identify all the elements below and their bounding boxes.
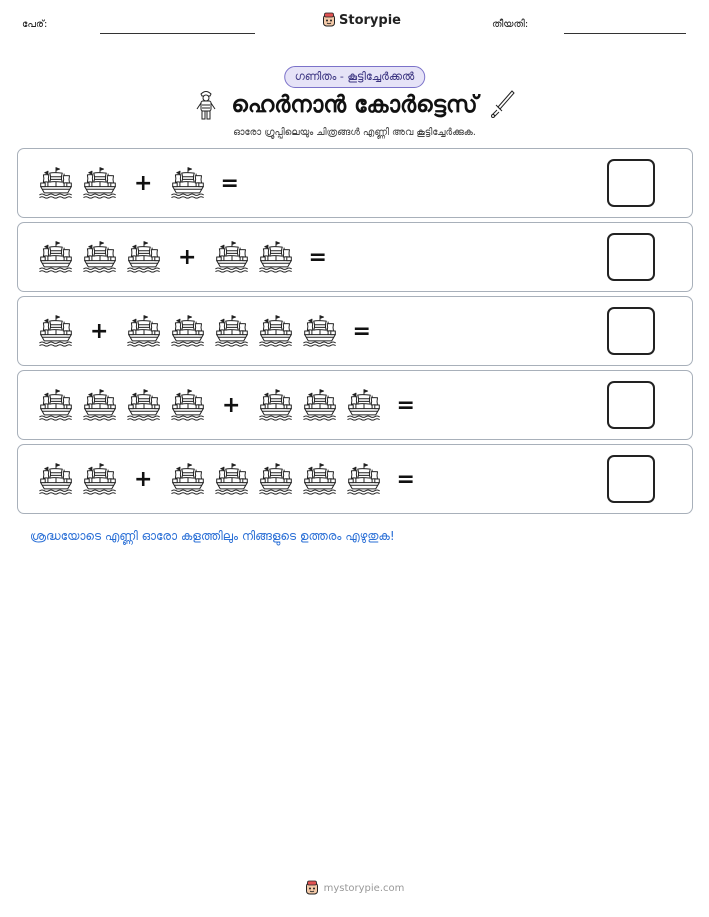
equation bbox=[38, 223, 327, 291]
date-label: തീയതി: bbox=[492, 19, 529, 30]
name-label: പേര്: bbox=[22, 19, 48, 30]
subject-badge: ഗണിതം - കൂട്ടിച്ചേർക്കൽ bbox=[284, 66, 426, 88]
conquistador-icon bbox=[193, 88, 219, 122]
ship-icon bbox=[170, 461, 206, 497]
sword-icon bbox=[490, 88, 516, 122]
ship-icon bbox=[38, 239, 74, 275]
equals-sign: = bbox=[396, 392, 415, 418]
plus-sign: + bbox=[134, 466, 153, 492]
answer-box[interactable] bbox=[607, 159, 655, 207]
ship-icon bbox=[214, 239, 250, 275]
ship-icon bbox=[258, 239, 294, 275]
problem-row bbox=[17, 148, 693, 218]
problem-row bbox=[17, 296, 693, 366]
ship-icon bbox=[38, 165, 74, 201]
ship-icon bbox=[170, 165, 206, 201]
answer-box[interactable] bbox=[607, 381, 655, 429]
equals-sign: = bbox=[308, 244, 327, 270]
answer-box[interactable] bbox=[607, 307, 655, 355]
title-row bbox=[0, 88, 709, 122]
footer-note: ശ്രദ്ധയോടെ എണ്ണി ഓരോ കളത്തിലും നിങ്ങളുടെ ഉത്തരം എഴുതുക! bbox=[30, 529, 395, 543]
ship-icon bbox=[126, 387, 162, 423]
answer-box[interactable] bbox=[607, 455, 655, 503]
problem-list bbox=[17, 148, 693, 518]
ship-icon bbox=[126, 239, 162, 275]
equals-sign: = bbox=[352, 318, 371, 344]
equation bbox=[38, 371, 415, 439]
problem-row bbox=[17, 444, 693, 514]
ship-icon bbox=[82, 387, 118, 423]
brand-name: Storypie bbox=[339, 12, 401, 28]
ship-icon bbox=[258, 387, 294, 423]
plus-sign: + bbox=[90, 318, 109, 344]
ship-icon bbox=[38, 313, 74, 349]
page-footer bbox=[0, 880, 709, 896]
ship-icon bbox=[82, 461, 118, 497]
answer-box[interactable] bbox=[607, 233, 655, 281]
equation bbox=[38, 149, 239, 217]
ship-icon bbox=[214, 313, 250, 349]
ship-icon bbox=[82, 239, 118, 275]
worksheet-header bbox=[0, 0, 709, 40]
equals-sign: = bbox=[396, 466, 415, 492]
worksheet-title: ഹെർനാൻ കോർട്ടെസ് bbox=[231, 92, 478, 118]
ship-icon bbox=[170, 313, 206, 349]
ship-icon bbox=[170, 387, 206, 423]
equation bbox=[38, 297, 371, 365]
ship-icon bbox=[346, 387, 382, 423]
date-line[interactable] bbox=[564, 33, 686, 34]
plus-sign: + bbox=[178, 244, 197, 270]
equation bbox=[38, 445, 415, 513]
ship-icon bbox=[258, 313, 294, 349]
brand bbox=[322, 12, 401, 28]
ship-icon bbox=[302, 461, 338, 497]
plus-sign: + bbox=[134, 170, 153, 196]
ship-icon bbox=[258, 461, 294, 497]
ship-icon bbox=[38, 387, 74, 423]
problem-row bbox=[17, 370, 693, 440]
ship-icon bbox=[82, 165, 118, 201]
ship-icon bbox=[302, 387, 338, 423]
ship-icon bbox=[126, 313, 162, 349]
problem-row bbox=[17, 222, 693, 292]
footer-url: mystorypie.com bbox=[323, 882, 405, 894]
ship-icon bbox=[214, 461, 250, 497]
name-line[interactable] bbox=[100, 33, 255, 34]
plus-sign: + bbox=[222, 392, 241, 418]
equals-sign: = bbox=[220, 170, 239, 196]
ship-icon bbox=[346, 461, 382, 497]
ship-icon bbox=[302, 313, 338, 349]
ship-icon bbox=[38, 461, 74, 497]
instruction-text: ഓരോ ഗ്രൂപ്പിലെയും ചിത്രങ്ങൾ എണ്ണി അവ കൂട്ടിച്ചേർക്കുക. bbox=[233, 127, 476, 138]
storypie-footer-logo-icon bbox=[305, 880, 319, 896]
storypie-logo-icon bbox=[322, 12, 336, 28]
